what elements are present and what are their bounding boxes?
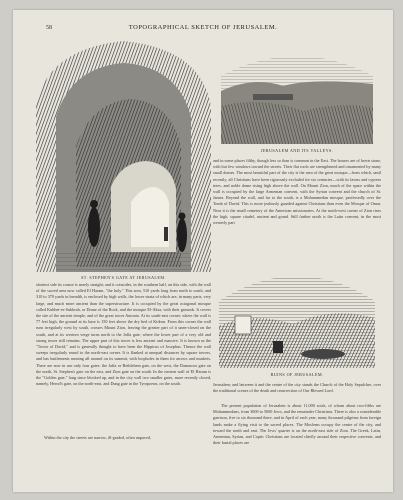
caption-valleys: JERUSALEM AND ITS VALLEYS. bbox=[260, 148, 334, 153]
caption-gate: ST. STEPHEN'S GATE AT JERUSALEM. bbox=[81, 275, 166, 280]
right-column-top-text: and in some places filthy, though less so than is common in the East. The houses are of hewn stone, with but few windows toward the streets. Their flat roofs are strengthened and ornamented by many small domes. The most beautiful part of the city is the area of the great mosque—from which, until recently, all Christians have been rigorously excluded for six centuries—with its lawns and cypress trees, and noble dome rising high above the wall. On Mount Zion, much of the space within the wall is occupied by the large Armenian convent, with the Syrian convent and the church of St. James. Beyond the wall, and far to the south, is a Mohammedan mosque, professedly over the Tomb of David. This is more jealously guarded against Christians than even the Mosque of Omar. Near it is the small cemetery of the American missionaries. At the north-west corner of Zion rises the high, square citadel, ancient and grand. Still farther north is the Latin convent, in the most westerly part bbox=[213, 158, 381, 226]
illustration-st-stephens-gate bbox=[36, 37, 211, 272]
right-column-bottom-text: Jerusalem; and between it and the centre of the city stands the Church of the Holy Sepulchre, over the traditional scenes of the death and resurrection of Our Blessed Lord. bbox=[213, 382, 381, 394]
left-column-text: shortest side its course is nearly straight; and it coincides, in the southern half, on this side, with the wall of the sacred area now called El Haram, "the holy." This area, 510 yards long from north to south, and 310 to 370 yards in breadth, is enclosed by high walls, the lower strata of which are, in many parts, very large, and much more ancient than the superstructure. It is occupied by the great octagonal mosque called Kubbet-es-Sukhrah, or Dome of the Rock, and the mosque El-Aksa, with their grounds. It covers the site of the ancient temple, and of the great tower Antonia. At its south-east corner, where the wall is 77 feet high, the ground at its base is 150 feet above the dry bed of Kidron. From this corner the wall runs irregularly west by south, crosses Mount Zion, leaving the greater part of it unen-closed on the south, and at its western verge turns north to the Jaffa gate, where the lower part of a very old and strong tower still remains. The upper part of this tower is less ancient and massive. It is known as the "Tower of David," and is generally thought to have been the Hippicus of Josephus. Thence the wall sweeps irregularly round to the north-east corner. It is flanked at unequal distances by square towers, and has battlements running all around on its summit, with loopholes in them for arrows and muskets. There are now in use only four gates: the Jaffa or Bethlehem gate, on the west, the Damascus gate on the north, St. Stephen's gate on the east, and Zion gate on the south. In the eastern wall of El Haram is the "Golden gate," long since blocked up, and in the city wall two smaller gates, more recently closed, namely, Herod's gate, on the north-east, and Dung gate in the Tyropoeon, on the south. bbox=[36, 282, 211, 387]
illustration-jerusalem-valleys bbox=[213, 36, 381, 144]
page-number: 58 bbox=[46, 25, 52, 31]
right-column-bottom-text-2: The present population of Jerusalem is about 11,000 souls, of whom about two-fifths are Mohammedans, from 3000 to 5000 Jews, and the remainder Christians. There is also a considerable garrison, five to six thousand there, and in April of each year, many thousand pilgrims from foreign lands make a flying visit to the sacred places. The Moslems occupy the centre of the city, and toward the north and east. The Jews' quarter is on the north-east side of Zion. The Greek, Latin, Armenian, Syrian, and Coptic Christians are located chiefly around their respective convents, and their burial places are bbox=[213, 403, 381, 446]
left-column-last-line: Within the city the streets are narrow, ill-graded, often unpaved, bbox=[44, 435, 151, 440]
illustration-ruins bbox=[213, 256, 381, 368]
caption-ruins: RUINS OF JERUSALEM. bbox=[270, 372, 324, 377]
page-sheet bbox=[13, 10, 393, 492]
running-title: TOPOGRAPHICAL SKETCH OF JERUSALEM. bbox=[128, 24, 278, 31]
